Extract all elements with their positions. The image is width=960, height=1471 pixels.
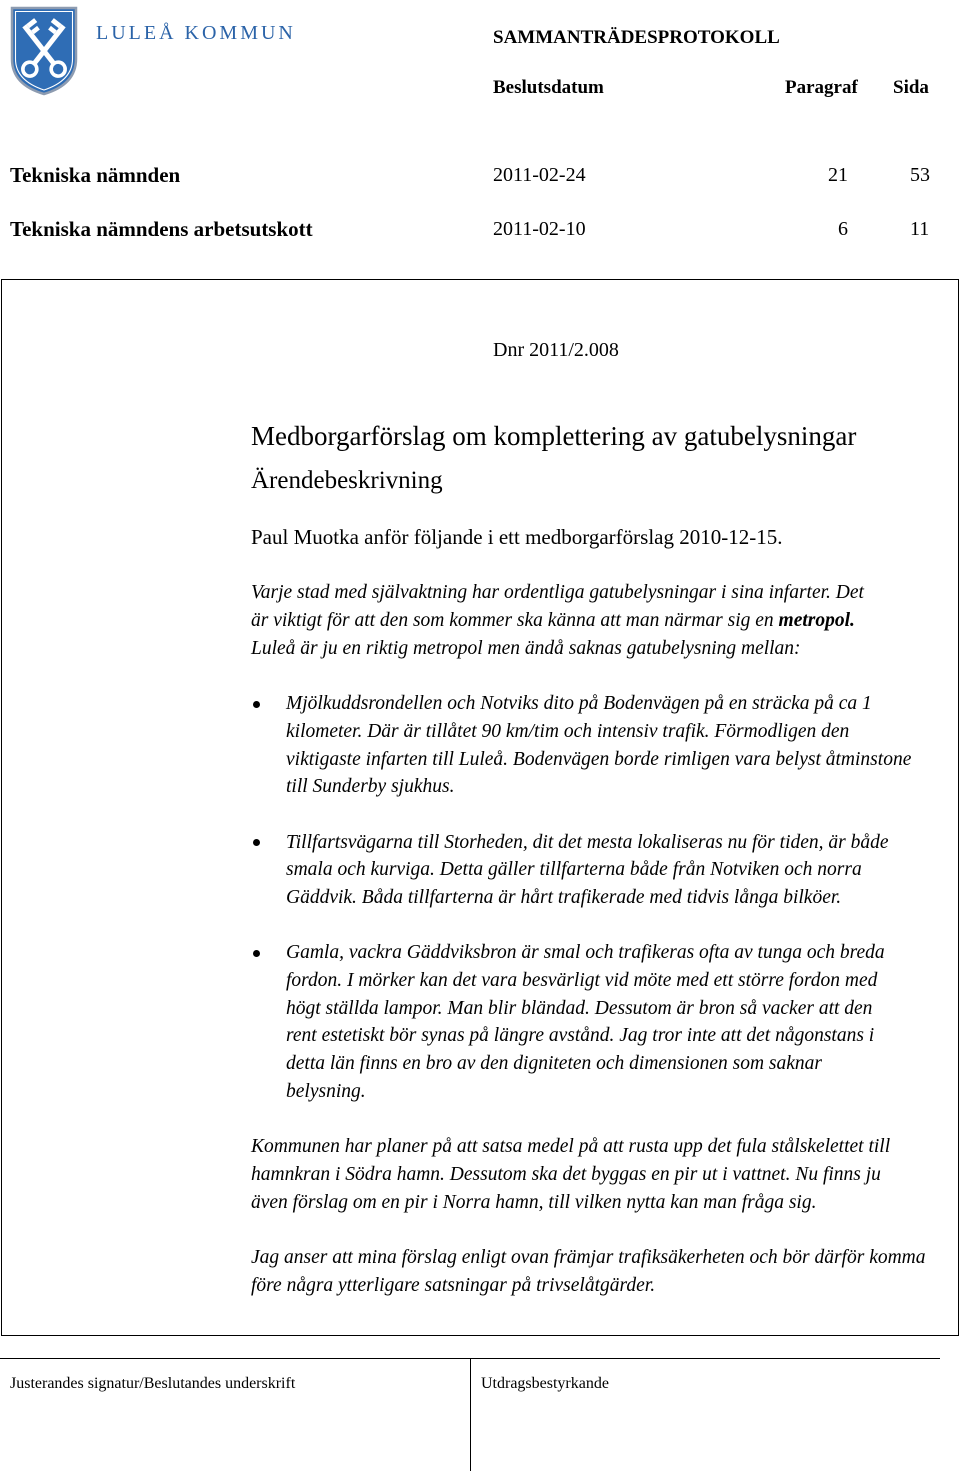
bullet-line — [251, 829, 951, 857]
bullet-line — [251, 690, 951, 718]
bullet-line — [251, 939, 951, 967]
bullet-line — [251, 995, 951, 1023]
bullet-text: smala och kurviga. Detta gäller tillfarterna både från Notviken och norra — [286, 859, 862, 881]
bullet-line — [251, 884, 951, 912]
case-title: Medborgarförslag om komplettering av gatubelysningar — [251, 421, 857, 451]
paragraph-line: hamnkran i Södra hamn. Dessutom ska det byggas en pir ut i vattnet. Nu finns ju — [251, 1163, 881, 1185]
spacer — [251, 1216, 951, 1244]
bullet-line — [251, 967, 951, 995]
quote-line — [251, 607, 951, 635]
bullet-text: detta län finns en bro av den digniteten och dimensionen som saknar — [286, 1053, 822, 1075]
paragraph-conclusion — [251, 1244, 951, 1299]
quote-line: Luleå är ju en riktig metropol men ändå saknas gatubelysning mellan: — [251, 637, 801, 659]
meeting-page: 53 — [910, 164, 930, 186]
bullet-text: Gamla, vackra Gäddviksbron är smal och trafikeras ofta av tunga och breda — [286, 942, 885, 964]
bullet-icon — [253, 950, 260, 957]
paragraph-line: Jag anser att mina förslag enligt ovan främjar trafiksäkerheten och bör därför komma — [251, 1246, 926, 1268]
paragraph-harbour — [251, 1133, 951, 1216]
bullet-line — [251, 1050, 951, 1078]
meeting-row — [0, 217, 960, 241]
case-number: Dnr 2011/2.008 — [493, 339, 619, 361]
meeting-body: Tekniska nämndens arbetsutskott — [10, 217, 313, 241]
bullet-item — [251, 690, 951, 801]
bullet-text: till Sunderby sjukhus. — [286, 776, 455, 798]
footer-column-divider — [470, 1358, 471, 1471]
meeting-body: Tekniska nämnden — [10, 163, 181, 187]
signature-label: Justerandes signatur/Beslutandes underskrift — [10, 1375, 296, 1392]
intro-line: Paul Muotka anför följande i ett medborgarförslag 2010-12-15. — [251, 525, 783, 549]
spacer — [251, 1105, 951, 1133]
bullet-line — [251, 1078, 951, 1106]
column-label-date: Beslutsdatum — [493, 77, 604, 98]
bullet-text: Tillfartsvägarna till Storheden, dit det mesta lokaliseras nu för tiden, är både — [286, 831, 889, 853]
paragraph-line: även förslag om en pir i Norra hamn, till vilken nytta kan man fråga sig. — [251, 1191, 817, 1213]
quote-line: Varje stad med självaktning har ordentliga gatubelysningar i sina infarter. Det — [251, 582, 864, 604]
paragraph-line: Kommunen har planer på att satsa medel på att rusta upp det fula stålskelettet till — [251, 1136, 891, 1158]
bullet-text: fordon. I mörker kan det vara besvärligt vid möte med ett större fordon med — [286, 970, 878, 991]
bullet-line — [251, 1022, 951, 1050]
spacer — [251, 662, 951, 690]
bullet-item — [251, 829, 951, 912]
meeting-row — [0, 163, 960, 187]
bullet-text: viktigaste infarten till Luleå. Bodenvägen borde rimligen vara belyst åtminstone — [286, 748, 912, 770]
column-label-page: Sida — [893, 77, 929, 98]
spacer — [251, 801, 951, 829]
meeting-date: 2011-02-24 — [493, 164, 586, 186]
meeting-date: 2011-02-10 — [493, 218, 586, 240]
quote-text: är viktigt för att den som kommer ska känna att man närmar sig en — [251, 610, 779, 632]
meeting-paragraph: 21 — [828, 164, 848, 186]
paragraph-line: före några ytterligare satsningar på trivselåtgärder. — [251, 1274, 656, 1296]
coat-of-arms-icon — [9, 5, 79, 97]
document-type: SAMMANTRÄDESPROTOKOLL — [493, 27, 780, 48]
bullet-line — [251, 856, 951, 884]
bullet-line — [251, 718, 951, 746]
bullet-text: högt ställda lampor. Man blir bländad. Dessutom är bron så vacker att den — [286, 997, 873, 1019]
bullet-text: belysning. — [286, 1080, 366, 1102]
case-description — [251, 524, 951, 1299]
org-name: LULEÅ KOMMUN — [96, 22, 296, 44]
bullet-text: Mjölkuddsrondellen och Notviks dito på Bodenvägen på en sträcka på ca 1 — [286, 693, 872, 715]
bullet-icon — [253, 839, 260, 846]
bullet-line — [251, 773, 951, 801]
meeting-paragraph: 6 — [838, 218, 848, 240]
meeting-page: 11 — [910, 218, 930, 240]
spacer — [251, 552, 951, 580]
extract-label: Utdragsbestyrkande — [481, 1375, 609, 1392]
bullet-text: Gäddvik. Båda tillfarterna är hårt trafikerade med tidvis långa bilköer. — [286, 886, 842, 908]
bullet-text: kilometer. Där är tillåtet 90 km/tim och intensiv trafik. Förmodligen den — [286, 720, 850, 742]
section-heading: Ärendebeskrivning — [251, 467, 443, 494]
column-label-paragraph: Paragraf — [785, 77, 858, 98]
bullet-icon — [253, 701, 260, 708]
quote-emphasis: metropol. — [778, 610, 855, 632]
spacer — [251, 912, 951, 940]
bullet-text: rent estetiskt bör synas på längre avstånd. Jag tror inte att det någonstans i — [286, 1025, 875, 1047]
bullet-item — [251, 939, 951, 1105]
bullet-line — [251, 746, 951, 774]
